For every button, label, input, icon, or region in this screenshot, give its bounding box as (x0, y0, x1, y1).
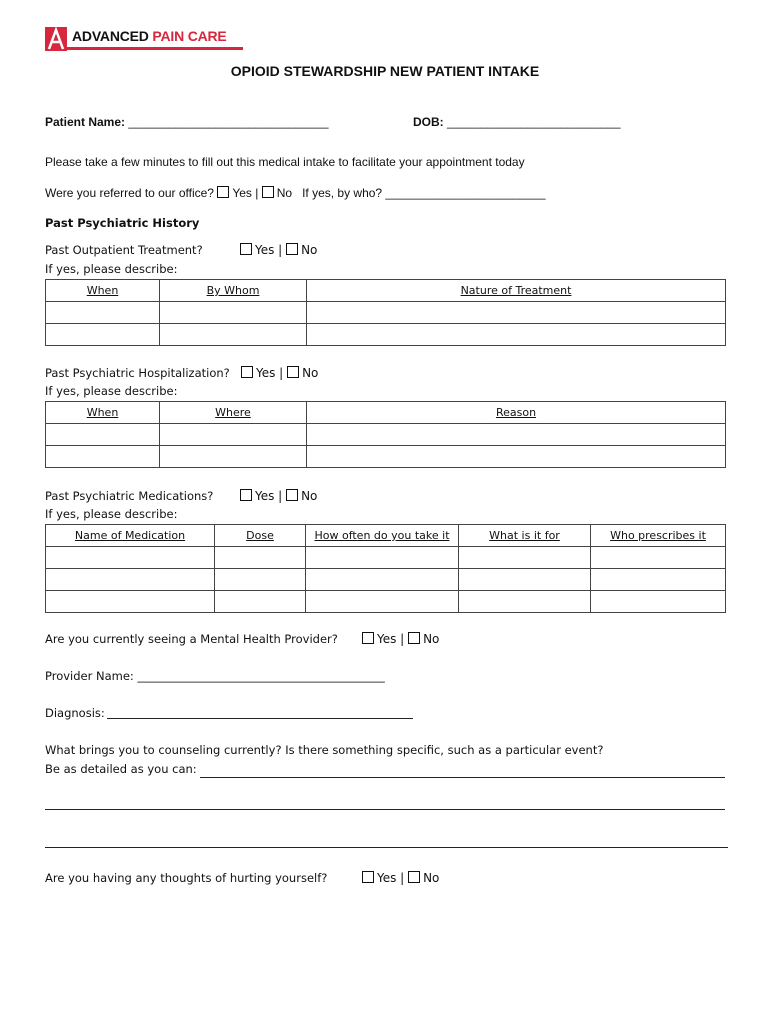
table-header-cell: By Whom (160, 280, 307, 302)
table-cell[interactable] (46, 446, 160, 468)
hospitalization-table (45, 401, 726, 468)
table-cell[interactable] (46, 324, 160, 346)
outpatient-yes-checkbox[interactable] (240, 243, 252, 255)
table-row (46, 302, 726, 324)
table-header-row (46, 280, 726, 302)
medications-question: Past Psychiatric Medications? (45, 489, 214, 503)
table-cell[interactable] (160, 302, 307, 324)
table-cell[interactable] (215, 591, 306, 613)
outpatient-table (45, 279, 726, 346)
table-cell[interactable] (307, 324, 726, 346)
self-harm-no-checkbox[interactable] (408, 871, 420, 883)
table-cell[interactable] (46, 569, 215, 591)
table-header-cell: Reason (307, 402, 726, 424)
table-header-row (46, 525, 726, 547)
table-cell[interactable] (591, 547, 726, 569)
table-header-cell: When (46, 402, 160, 424)
outpatient-no-checkbox[interactable] (286, 243, 298, 255)
intro-text: Please take a few minutes to fill out this medical intake to facilitate your appointment today (45, 155, 525, 169)
outpatient-describe: If yes, please describe: (45, 262, 178, 276)
mental-health-yes-no: Yes | No (362, 632, 439, 646)
table-cell[interactable] (591, 569, 726, 591)
table-row (46, 324, 726, 346)
table-cell[interactable] (307, 424, 726, 446)
referral-yes-checkbox[interactable] (217, 186, 229, 198)
table-header-cell: How often do you take it (306, 525, 459, 547)
mental-health-yes-checkbox[interactable] (362, 632, 374, 644)
counseling-answer-line-2[interactable] (45, 809, 725, 810)
table-cell[interactable] (459, 591, 591, 613)
form-title: OPIOID STEWARDSHIP NEW PATIENT INTAKE (230, 63, 540, 79)
provider-name-field[interactable]: ___________________________________________ (137, 669, 385, 683)
dob-field[interactable]: __________________________ (447, 115, 621, 129)
table-cell[interactable] (215, 547, 306, 569)
table-header-cell: Who prescribes it (591, 525, 726, 547)
provider-name-row: Provider Name: ___________________________________________ (45, 669, 385, 683)
counseling-answer-line-1[interactable] (200, 777, 725, 778)
dob-label: DOB: __________________________ (413, 115, 621, 129)
table-cell[interactable] (46, 302, 160, 324)
psych-history-heading: Past Psychiatric History (45, 216, 200, 230)
self-harm-yes-no: Yes | No (362, 871, 439, 885)
logo-a-icon (45, 27, 67, 51)
table-header-row (46, 402, 726, 424)
diagnosis-label: Diagnosis: (45, 706, 105, 720)
mental-health-no-checkbox[interactable] (408, 632, 420, 644)
table-cell[interactable] (459, 569, 591, 591)
medications-yes-no: Yes | No (240, 489, 317, 503)
table-row (46, 446, 726, 468)
table-header-cell: Nature of Treatment (307, 280, 726, 302)
diagnosis-field[interactable] (107, 718, 413, 719)
logo-underline (67, 47, 243, 50)
self-harm-yes-checkbox[interactable] (362, 871, 374, 883)
counseling-question: What brings you to counseling currently? Is there something specific, such as a particular event? (45, 743, 604, 757)
mental-health-question: Are you currently seeing a Mental Health Provider? (45, 632, 338, 646)
table-cell[interactable] (307, 302, 726, 324)
patient-name-field[interactable]: ______________________________ (128, 115, 329, 129)
table-row (46, 591, 726, 613)
table-header-cell: What is it for (459, 525, 591, 547)
table-row (46, 547, 726, 569)
table-cell[interactable] (307, 446, 726, 468)
table-cell[interactable] (591, 591, 726, 613)
medications-table (45, 524, 726, 613)
table-cell[interactable] (160, 324, 307, 346)
table-cell[interactable] (46, 591, 215, 613)
table-header-cell: Dose (215, 525, 306, 547)
medications-describe: If yes, please describe: (45, 507, 178, 521)
table-cell[interactable] (160, 446, 307, 468)
medications-no-checkbox[interactable] (286, 489, 298, 501)
table-header-cell: When (46, 280, 160, 302)
referral-row: Were you referred to our office? Yes | No If yes, by who? ________________________ (45, 186, 546, 200)
table-cell[interactable] (459, 547, 591, 569)
hospitalization-describe: If yes, please describe: (45, 384, 178, 398)
brand-logo (45, 27, 245, 53)
hospitalization-no-checkbox[interactable] (287, 366, 299, 378)
medications-yes-checkbox[interactable] (240, 489, 252, 501)
table-row (46, 569, 726, 591)
table-cell[interactable] (306, 547, 459, 569)
table-header-cell: Name of Medication (46, 525, 215, 547)
table-cell[interactable] (46, 424, 160, 446)
table-row (46, 424, 726, 446)
table-cell[interactable] (215, 569, 306, 591)
referral-by-who-field[interactable]: If yes, by who? ________________________ (302, 186, 546, 200)
brand-name: ADVANCED PAIN CARE (72, 28, 227, 44)
referral-no-checkbox[interactable] (262, 186, 274, 198)
table-cell[interactable] (306, 569, 459, 591)
patient-name-label: Patient Name: ______________________________ (45, 115, 329, 129)
table-cell[interactable] (46, 547, 215, 569)
table-cell[interactable] (306, 591, 459, 613)
hospitalization-yes-checkbox[interactable] (241, 366, 253, 378)
outpatient-question: Past Outpatient Treatment? (45, 243, 203, 257)
counseling-detail-label: Be as detailed as you can: (45, 762, 197, 776)
table-header-cell: Where (160, 402, 307, 424)
self-harm-question: Are you having any thoughts of hurting yourself? (45, 871, 328, 885)
counseling-answer-line-3[interactable] (45, 847, 728, 848)
hospitalization-question: Past Psychiatric Hospitalization? (45, 366, 230, 380)
table-cell[interactable] (160, 424, 307, 446)
outpatient-yes-no: Yes | No (240, 243, 317, 257)
hospitalization-yes-no: Yes | No (241, 366, 318, 380)
